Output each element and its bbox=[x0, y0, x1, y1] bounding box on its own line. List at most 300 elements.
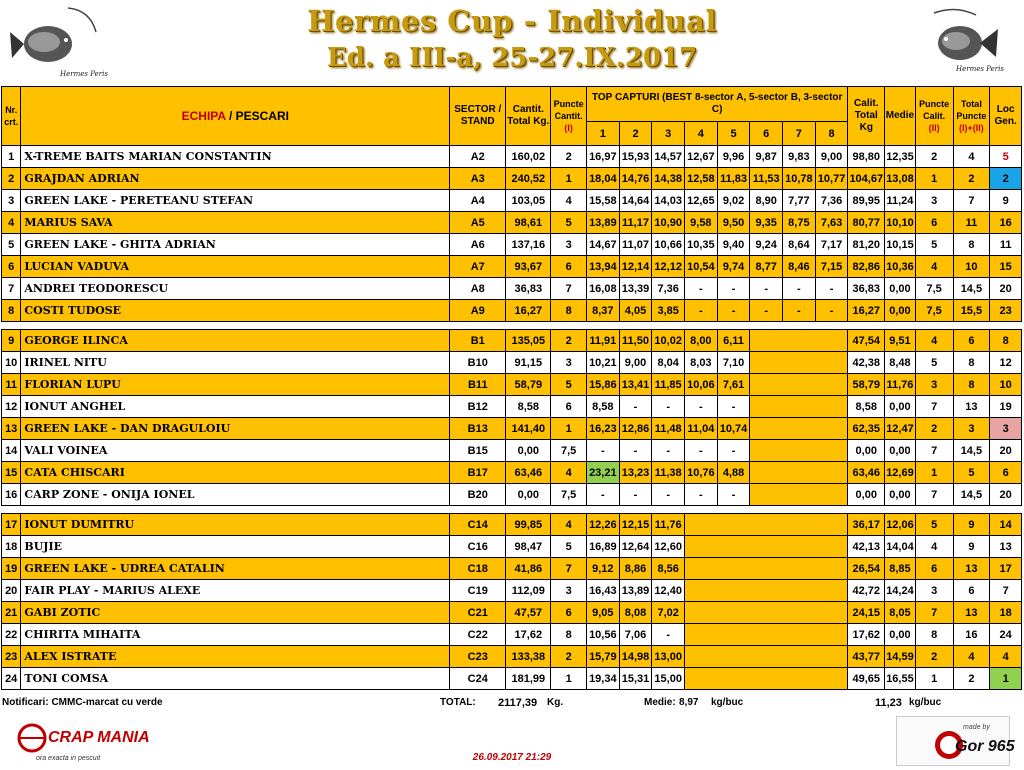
catch-value: 8,58 bbox=[587, 396, 620, 418]
header-puncte-cantit-mark: (I) bbox=[564, 123, 573, 133]
total-kg: 58,79 bbox=[506, 374, 551, 396]
catch-value: 7,77 bbox=[783, 190, 816, 212]
table-row bbox=[2, 624, 1022, 646]
puncte-cantit: 7,5 bbox=[551, 440, 587, 462]
table-row bbox=[2, 352, 1022, 374]
row-number: 3 bbox=[2, 190, 21, 212]
total-kg: 135,05 bbox=[506, 330, 551, 352]
row-number: 11 bbox=[2, 374, 21, 396]
calit-medie-value: 11,23 bbox=[875, 697, 902, 709]
loc-general: 12 bbox=[990, 352, 1022, 374]
header-sector: SECTOR / STAND bbox=[450, 87, 506, 146]
catch-value: 7,02 bbox=[652, 602, 685, 624]
row-number: 10 bbox=[2, 352, 21, 374]
loc-general: 3 bbox=[990, 418, 1022, 440]
total-puncte: 14,5 bbox=[953, 484, 990, 506]
competitor-name: GREEN LAKE - GHITA ADRIAN bbox=[21, 234, 450, 256]
calit-total-kg: 82,86 bbox=[848, 256, 885, 278]
total-puncte: 4 bbox=[953, 646, 990, 668]
catch-value: - bbox=[587, 440, 620, 462]
catch-value: 10,35 bbox=[685, 234, 718, 256]
competitor-name: CATA CHISCARI bbox=[21, 462, 450, 484]
calit-medie-unit: kg/buc bbox=[909, 697, 942, 708]
catch-value: 8,64 bbox=[783, 234, 816, 256]
catch-value: - bbox=[652, 440, 685, 462]
header-total-puncte-label: Total Puncte bbox=[956, 99, 987, 121]
puncte-calit: 2 bbox=[915, 646, 953, 668]
medie: 8,85 bbox=[885, 558, 916, 580]
total-kg: 47,57 bbox=[506, 602, 551, 624]
puncte-cantit: 4 bbox=[551, 514, 587, 536]
sector-stand: B10 bbox=[450, 352, 506, 374]
catch-value: 14,57 bbox=[652, 146, 685, 168]
sector-stand: B13 bbox=[450, 418, 506, 440]
catch-value: 14,76 bbox=[619, 168, 652, 190]
unused-catch-cells bbox=[750, 484, 848, 506]
total-puncte: 15,5 bbox=[953, 300, 990, 322]
total-kg: 93,67 bbox=[506, 256, 551, 278]
header-puncte-calit-label: Puncte Calit. bbox=[919, 99, 950, 121]
catch-value: 10,66 bbox=[652, 234, 685, 256]
puncte-calit: 7,5 bbox=[915, 278, 953, 300]
competitor-name: LUCIAN VADUVA bbox=[21, 256, 450, 278]
catch-value: 12,65 bbox=[685, 190, 718, 212]
unused-catch-cells bbox=[750, 418, 848, 440]
puncte-cantit: 6 bbox=[551, 256, 587, 278]
sector-stand: A8 bbox=[450, 278, 506, 300]
puncte-calit: 7,5 bbox=[915, 300, 953, 322]
puncte-cantit: 1 bbox=[551, 668, 587, 690]
total-kg: 103,05 bbox=[506, 190, 551, 212]
puncte-cantit: 3 bbox=[551, 234, 587, 256]
catch-value: 15,93 bbox=[619, 146, 652, 168]
sector-stand: A2 bbox=[450, 146, 506, 168]
unused-catch-cells bbox=[685, 668, 848, 690]
loc-general: 7 bbox=[990, 580, 1022, 602]
loc-general: 16 bbox=[990, 212, 1022, 234]
catch-value: 7,63 bbox=[815, 212, 848, 234]
puncte-calit: 4 bbox=[915, 256, 953, 278]
catch-value: 6,11 bbox=[717, 330, 750, 352]
unused-catch-cells bbox=[685, 580, 848, 602]
catch-value: - bbox=[783, 300, 816, 322]
table-row bbox=[2, 462, 1022, 484]
total-kg: 99,85 bbox=[506, 514, 551, 536]
total-kg: 8,58 bbox=[506, 396, 551, 418]
catch-value: 12,58 bbox=[685, 168, 718, 190]
calit-total-kg: 16,27 bbox=[848, 300, 885, 322]
competitor-name: GREEN LAKE - PERETEANU STEFAN bbox=[21, 190, 450, 212]
puncte-cantit: 2 bbox=[551, 330, 587, 352]
table-row bbox=[2, 484, 1022, 506]
catch-value: 8,56 bbox=[652, 558, 685, 580]
puncte-cantit: 3 bbox=[551, 352, 587, 374]
header-top-capturi: TOP CAPTURI (BEST 8-sector A, 5-sector B, 3-sector C) bbox=[587, 87, 848, 122]
table-row bbox=[2, 234, 1022, 256]
loc-general: 11 bbox=[990, 234, 1022, 256]
timestamp: 26.09.2017 21:29 bbox=[472, 752, 552, 763]
catch-value: 13,94 bbox=[587, 256, 620, 278]
catch-value: 12,26 bbox=[587, 514, 620, 536]
medie: 10,15 bbox=[885, 234, 916, 256]
puncte-calit: 2 bbox=[915, 418, 953, 440]
competitor-name: CHIRITA MIHAITA bbox=[21, 624, 450, 646]
header-calit: Calit. Total Kg bbox=[848, 87, 885, 146]
puncte-cantit: 5 bbox=[551, 374, 587, 396]
calit-total-kg: 0,00 bbox=[848, 440, 885, 462]
catch-value: 11,07 bbox=[619, 234, 652, 256]
catch-value: 14,64 bbox=[619, 190, 652, 212]
calit-total-kg: 8,58 bbox=[848, 396, 885, 418]
sector-stand: B17 bbox=[450, 462, 506, 484]
competitor-name: GABI ZOTIC bbox=[21, 602, 450, 624]
catch-value: 7,17 bbox=[815, 234, 848, 256]
loc-general: 2 bbox=[990, 168, 1022, 190]
catch-value: 4,05 bbox=[619, 300, 652, 322]
sector-stand: C16 bbox=[450, 536, 506, 558]
loc-general: 5 bbox=[990, 146, 1022, 168]
puncte-calit: 2 bbox=[915, 146, 953, 168]
catch-value: 15,79 bbox=[587, 646, 620, 668]
catch-value: 14,67 bbox=[587, 234, 620, 256]
unused-catch-cells bbox=[685, 602, 848, 624]
row-number: 18 bbox=[2, 536, 21, 558]
medie: 8,05 bbox=[885, 602, 916, 624]
loc-general: 13 bbox=[990, 536, 1022, 558]
calit-total-kg: 36,17 bbox=[848, 514, 885, 536]
page-title: Hermes Cup - Individual bbox=[307, 4, 717, 38]
calit-total-kg: 89,95 bbox=[848, 190, 885, 212]
catch-value: 15,86 bbox=[587, 374, 620, 396]
sector-stand: A3 bbox=[450, 168, 506, 190]
total-unit: Kg. bbox=[547, 697, 564, 708]
row-number: 9 bbox=[2, 330, 21, 352]
loc-general: 20 bbox=[990, 440, 1022, 462]
sector-stand: A6 bbox=[450, 234, 506, 256]
sector-stand: B15 bbox=[450, 440, 506, 462]
catch-value: 13,23 bbox=[619, 462, 652, 484]
table-row bbox=[2, 256, 1022, 278]
total-kg: 98,61 bbox=[506, 212, 551, 234]
competitor-name: IONUT DUMITRU bbox=[21, 514, 450, 536]
total-puncte: 2 bbox=[953, 168, 990, 190]
svg-text:Hermes Peris: Hermes Peris bbox=[60, 70, 108, 78]
puncte-cantit: 5 bbox=[551, 212, 587, 234]
catch-value: 10,21 bbox=[587, 352, 620, 374]
catch-value: 12,60 bbox=[652, 536, 685, 558]
catch-value: 11,48 bbox=[652, 418, 685, 440]
puncte-calit: 3 bbox=[915, 580, 953, 602]
puncte-cantit: 8 bbox=[551, 300, 587, 322]
medie: 11,76 bbox=[885, 374, 916, 396]
sector-stand: B20 bbox=[450, 484, 506, 506]
table-row bbox=[2, 580, 1022, 602]
table-row bbox=[2, 536, 1022, 558]
header-puncte-cantit-label: Puncte Cantit. bbox=[553, 99, 584, 121]
row-number: 15 bbox=[2, 462, 21, 484]
header-top-col: 6 bbox=[750, 122, 783, 146]
catch-value: 10,78 bbox=[783, 168, 816, 190]
medie-label: Medie: bbox=[644, 697, 676, 708]
total-kg: 137,16 bbox=[506, 234, 551, 256]
results-table bbox=[1, 86, 1022, 690]
catch-value: 9,83 bbox=[783, 146, 816, 168]
sector-stand: A5 bbox=[450, 212, 506, 234]
medie: 14,04 bbox=[885, 536, 916, 558]
catch-value: 12,15 bbox=[619, 514, 652, 536]
total-kg: 133,38 bbox=[506, 646, 551, 668]
table-row bbox=[2, 330, 1022, 352]
calit-total-kg: 63,46 bbox=[848, 462, 885, 484]
competitor-name: IONUT ANGHEL bbox=[21, 396, 450, 418]
loc-general: 4 bbox=[990, 646, 1022, 668]
medie: 0,00 bbox=[885, 278, 916, 300]
medie: 13,08 bbox=[885, 168, 916, 190]
table-row bbox=[2, 212, 1022, 234]
row-number: 1 bbox=[2, 146, 21, 168]
catch-value: 7,61 bbox=[717, 374, 750, 396]
total-puncte: 13 bbox=[953, 602, 990, 624]
unused-catch-cells bbox=[685, 558, 848, 580]
catch-value: 7,10 bbox=[717, 352, 750, 374]
catch-value: 9,12 bbox=[587, 558, 620, 580]
total-kg: 16,27 bbox=[506, 300, 551, 322]
calit-total-kg: 42,72 bbox=[848, 580, 885, 602]
sector-stand: C22 bbox=[450, 624, 506, 646]
catch-value: 23,21 bbox=[587, 462, 620, 484]
header-top-col: 8 bbox=[815, 122, 848, 146]
catch-value: - bbox=[717, 440, 750, 462]
loc-general: 24 bbox=[990, 624, 1022, 646]
catch-value: 10,54 bbox=[685, 256, 718, 278]
catch-value: - bbox=[815, 300, 848, 322]
total-puncte: 2 bbox=[953, 668, 990, 690]
table-row bbox=[2, 418, 1022, 440]
header-team bbox=[21, 87, 450, 146]
competitor-name: TONI COMSA bbox=[21, 668, 450, 690]
catch-value: 14,98 bbox=[619, 646, 652, 668]
catch-value: - bbox=[717, 396, 750, 418]
catch-value: - bbox=[685, 300, 718, 322]
puncte-cantit: 7 bbox=[551, 558, 587, 580]
table-row bbox=[2, 396, 1022, 418]
svg-text:Hermes Peris: Hermes Peris bbox=[956, 65, 1004, 73]
catch-value: 13,41 bbox=[619, 374, 652, 396]
catch-value: 8,86 bbox=[619, 558, 652, 580]
table-row bbox=[2, 168, 1022, 190]
puncte-calit: 7 bbox=[915, 602, 953, 624]
catch-value: 13,89 bbox=[587, 212, 620, 234]
medie: 16,55 bbox=[885, 668, 916, 690]
sector-stand: C18 bbox=[450, 558, 506, 580]
row-number: 21 bbox=[2, 602, 21, 624]
catch-value: 8,03 bbox=[685, 352, 718, 374]
unused-catch-cells bbox=[685, 514, 848, 536]
calit-total-kg: 47,54 bbox=[848, 330, 885, 352]
competitor-name: ANDREI TEODORESCU bbox=[21, 278, 450, 300]
catch-value: 7,36 bbox=[652, 278, 685, 300]
header-top-col: 2 bbox=[619, 122, 652, 146]
header-top-col: 4 bbox=[685, 122, 718, 146]
puncte-calit: 7 bbox=[915, 396, 953, 418]
catch-value: 8,77 bbox=[750, 256, 783, 278]
total-puncte: 8 bbox=[953, 374, 990, 396]
loc-general: 8 bbox=[990, 330, 1022, 352]
puncte-calit: 1 bbox=[915, 462, 953, 484]
puncte-calit: 4 bbox=[915, 330, 953, 352]
calit-total-kg: 36,83 bbox=[848, 278, 885, 300]
row-number: 6 bbox=[2, 256, 21, 278]
catch-value: 8,46 bbox=[783, 256, 816, 278]
catch-value: 10,76 bbox=[685, 462, 718, 484]
catch-value: 7,06 bbox=[619, 624, 652, 646]
catch-value: 8,00 bbox=[685, 330, 718, 352]
calit-total-kg: 24,15 bbox=[848, 602, 885, 624]
catch-value: 13,00 bbox=[652, 646, 685, 668]
competitor-name: IRINEL NITU bbox=[21, 352, 450, 374]
catch-value: 11,53 bbox=[750, 168, 783, 190]
puncte-calit: 5 bbox=[915, 234, 953, 256]
loc-general: 18 bbox=[990, 602, 1022, 624]
total-kg: 0,00 bbox=[506, 484, 551, 506]
catch-value: 11,50 bbox=[619, 330, 652, 352]
puncte-cantit: 1 bbox=[551, 168, 587, 190]
row-number: 20 bbox=[2, 580, 21, 602]
total-puncte: 13 bbox=[953, 396, 990, 418]
svg-text:CRAP MANIA: CRAP MANIA bbox=[48, 729, 150, 746]
puncte-calit: 4 bbox=[915, 536, 953, 558]
catch-value: - bbox=[783, 278, 816, 300]
separator-cell bbox=[2, 322, 1022, 330]
catch-value: 16,23 bbox=[587, 418, 620, 440]
loc-general: 20 bbox=[990, 484, 1022, 506]
puncte-calit: 1 bbox=[915, 168, 953, 190]
sector-stand: C24 bbox=[450, 668, 506, 690]
unused-catch-cells bbox=[685, 646, 848, 668]
total-value: 2117,39 bbox=[498, 697, 538, 709]
loc-general: 9 bbox=[990, 190, 1022, 212]
catch-value: 12,40 bbox=[652, 580, 685, 602]
catch-value: - bbox=[619, 484, 652, 506]
table-row bbox=[2, 278, 1022, 300]
competitor-name: VALI VOINEA bbox=[21, 440, 450, 462]
calit-total-kg: 58,79 bbox=[848, 374, 885, 396]
catch-value: 9,05 bbox=[587, 602, 620, 624]
catch-value: - bbox=[717, 278, 750, 300]
catch-value: 10,06 bbox=[685, 374, 718, 396]
medie: 12,69 bbox=[885, 462, 916, 484]
catch-value: 16,89 bbox=[587, 536, 620, 558]
loc-general: 6 bbox=[990, 462, 1022, 484]
catch-value: 14,38 bbox=[652, 168, 685, 190]
table-row bbox=[2, 602, 1022, 624]
total-puncte: 14,5 bbox=[953, 278, 990, 300]
catch-value: 10,90 bbox=[652, 212, 685, 234]
total-kg: 181,99 bbox=[506, 668, 551, 690]
catch-value: - bbox=[652, 624, 685, 646]
competitor-name: GREEN LAKE - UDREA CATALIN bbox=[21, 558, 450, 580]
catch-value: 3,85 bbox=[652, 300, 685, 322]
table-row bbox=[2, 514, 1022, 536]
puncte-cantit: 5 bbox=[551, 536, 587, 558]
sector-stand: A4 bbox=[450, 190, 506, 212]
header-puncte-calit-mark: (II) bbox=[928, 123, 940, 133]
table-row bbox=[2, 146, 1022, 168]
calit-total-kg: 17,62 bbox=[848, 624, 885, 646]
total-puncte: 7 bbox=[953, 190, 990, 212]
competitor-name: ALEX ISTRATE bbox=[21, 646, 450, 668]
catch-value: 10,74 bbox=[717, 418, 750, 440]
unused-catch-cells bbox=[750, 330, 848, 352]
competitor-name: MARIUS SAVA bbox=[21, 212, 450, 234]
catch-value: 9,74 bbox=[717, 256, 750, 278]
row-number: 16 bbox=[2, 484, 21, 506]
medie: 14,24 bbox=[885, 580, 916, 602]
unused-catch-cells bbox=[750, 352, 848, 374]
unused-catch-cells bbox=[750, 396, 848, 418]
medie: 9,51 bbox=[885, 330, 916, 352]
puncte-cantit: 2 bbox=[551, 646, 587, 668]
calit-total-kg: 62,35 bbox=[848, 418, 885, 440]
loc-general: 19 bbox=[990, 396, 1022, 418]
total-kg: 160,02 bbox=[506, 146, 551, 168]
medie: 0,00 bbox=[885, 396, 916, 418]
sector-stand: C19 bbox=[450, 580, 506, 602]
total-kg: 240,52 bbox=[506, 168, 551, 190]
catch-value: 7,15 bbox=[815, 256, 848, 278]
medie: 10,10 bbox=[885, 212, 916, 234]
catch-value: 8,08 bbox=[619, 602, 652, 624]
catch-value: - bbox=[717, 484, 750, 506]
medie-unit: kg/buc bbox=[711, 697, 744, 708]
puncte-cantit: 6 bbox=[551, 602, 587, 624]
catch-value: 18,04 bbox=[587, 168, 620, 190]
header-cantit: Cantit. Total Kg. bbox=[506, 87, 551, 146]
competitor-name: GRAJDAN ADRIAN bbox=[21, 168, 450, 190]
medie: 12,47 bbox=[885, 418, 916, 440]
row-number: 22 bbox=[2, 624, 21, 646]
row-number: 5 bbox=[2, 234, 21, 256]
catch-value: 16,08 bbox=[587, 278, 620, 300]
catch-value: 12,12 bbox=[652, 256, 685, 278]
total-kg: 63,46 bbox=[506, 462, 551, 484]
header-loc: Loc Gen. bbox=[990, 87, 1022, 146]
puncte-calit: 8 bbox=[915, 624, 953, 646]
unused-catch-cells bbox=[750, 440, 848, 462]
row-number: 23 bbox=[2, 646, 21, 668]
catch-value: - bbox=[619, 440, 652, 462]
competitor-name: COSTI TUDOSE bbox=[21, 300, 450, 322]
puncte-calit: 5 bbox=[915, 352, 953, 374]
puncte-calit: 3 bbox=[915, 374, 953, 396]
row-number: 7 bbox=[2, 278, 21, 300]
header-total-puncte-mark: (I)+(II) bbox=[959, 123, 984, 133]
catch-value: 19,34 bbox=[587, 668, 620, 690]
catch-value: - bbox=[750, 300, 783, 322]
svg-text:Gor 965: Gor 965 bbox=[955, 738, 1015, 755]
total-kg: 91,15 bbox=[506, 352, 551, 374]
total-puncte: 9 bbox=[953, 514, 990, 536]
row-number: 14 bbox=[2, 440, 21, 462]
unused-catch-cells bbox=[750, 374, 848, 396]
catch-value: 10,56 bbox=[587, 624, 620, 646]
row-number: 13 bbox=[2, 418, 21, 440]
puncte-cantit: 4 bbox=[551, 190, 587, 212]
total-kg: 0,00 bbox=[506, 440, 551, 462]
total-kg: 41,86 bbox=[506, 558, 551, 580]
table-row bbox=[2, 440, 1022, 462]
sector-stand: C23 bbox=[450, 646, 506, 668]
